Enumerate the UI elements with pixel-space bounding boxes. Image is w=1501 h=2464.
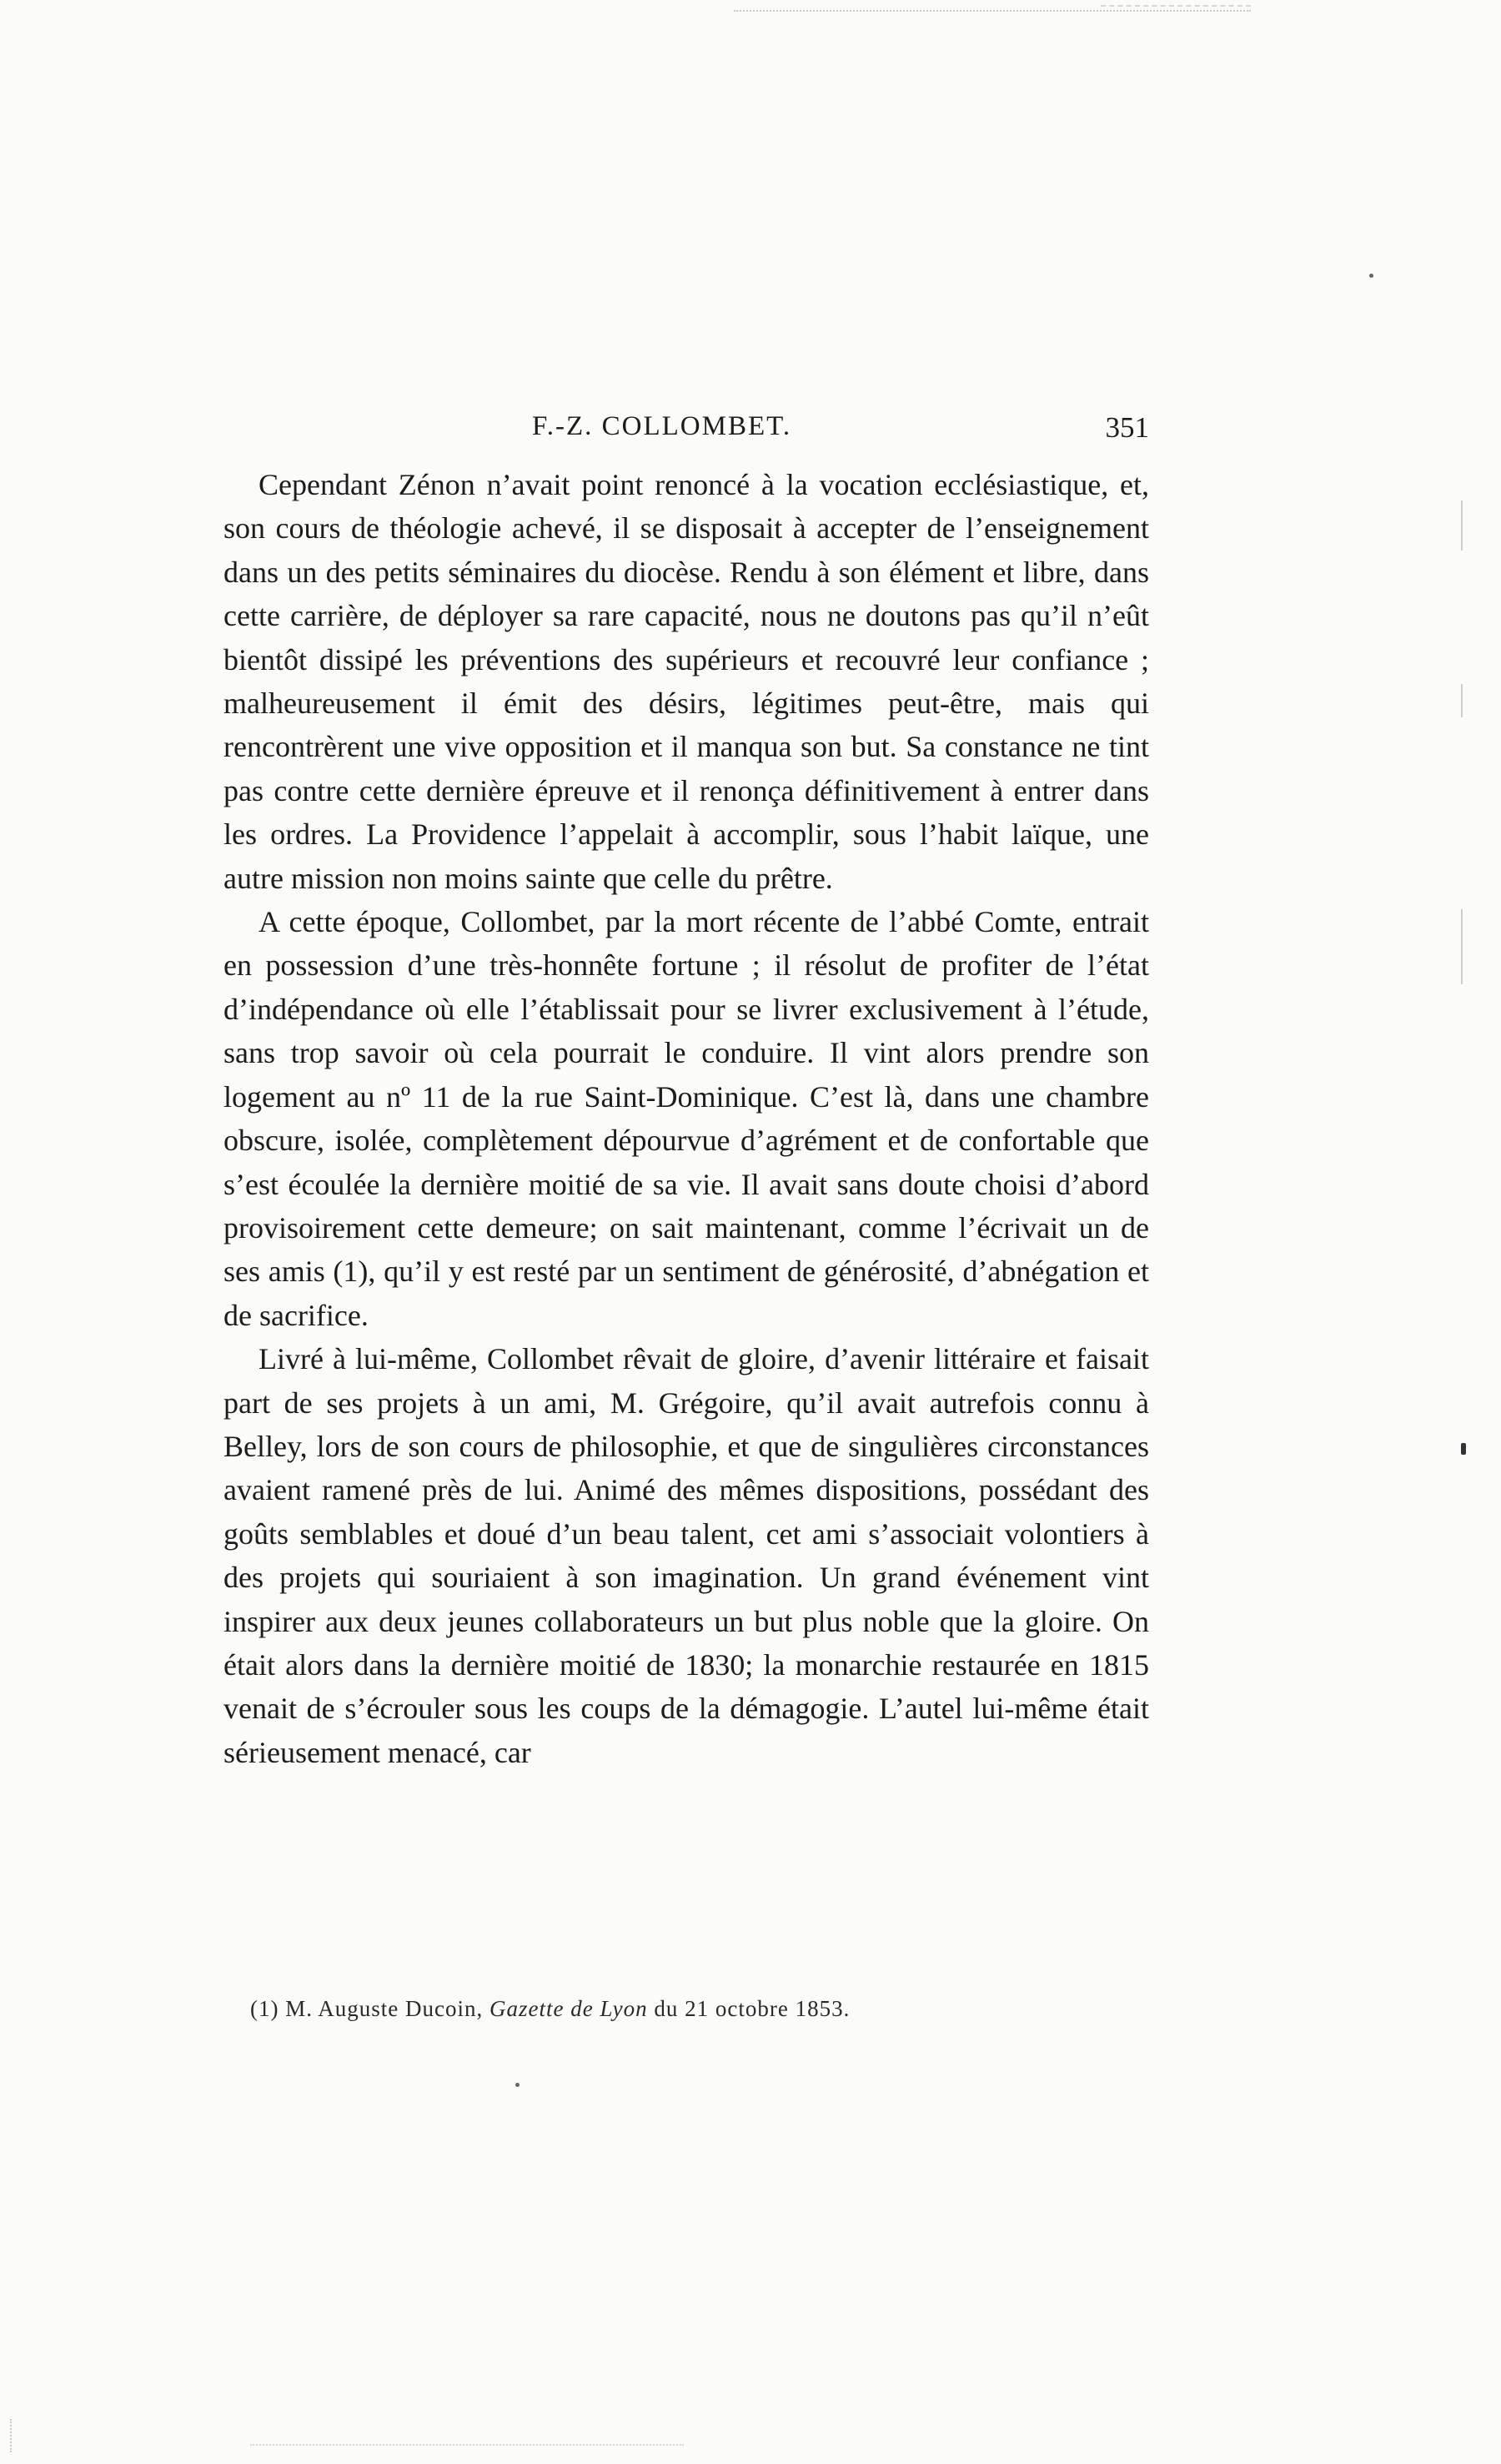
scan-artifact-top-right [1101, 5, 1251, 8]
margin-speck [1461, 684, 1463, 717]
margin-speck [1369, 274, 1373, 278]
footnote-marker: (1) [250, 1996, 279, 2021]
footnote-date: du 21 octobre 1853. [654, 1996, 851, 2021]
margin-mark [1461, 1443, 1466, 1455]
running-head-title: F.-Z. COLLOMBET. [532, 411, 792, 441]
paragraph: Livré à lui-même, Collombet rêvait de gloire, d’avenir littéraire et faisait part de ses projets à un ami, M. Grégoire, qu’il avait autrefois connu à Belley, lors de son cours de philosophie, et que de singulières circonstances avaient ramené près de lui. Animé des mêmes dispositions, possédant des goûts semblables et doué d’un beau talent, cet ami s’associait volontiers à des projets qui souriaient à son imagination. Un grand événement vint inspirer aux deux jeunes collaborateurs un but plus noble que la gloire. On était alors dans la dernière moitié de 1830; la monarchie restaurée en 1815 venait de s’écrouler sous les coups de la démagogie. L’autel lui-même était sérieusement menacé, car [223, 1342, 1149, 1769]
body-text [223, 463, 1149, 1774]
footnote-publication: Gazette de Lyon [489, 1996, 648, 2021]
margin-speck [1461, 909, 1463, 984]
margin-speck [1461, 500, 1463, 551]
paragraph: A cette époque, Collombet, par la mort récente de l’abbé Comte, entrait en possession d’une très-honnête fortune ; il résolut de profiter de l’état d’indépendance où elle l’établissait pour se livrer exclusivement à l’étude, sans trop savoir où cela pourrait le conduire. Il vint alors prendre son logement au nº 11 de la rue Saint-Dominique. C’est là, dans une chambre obscure, isolée, complètement dépourvue d’agrément et de confortable que s’est écoulée la dernière moitié de sa vie. Il avait sans doute choisi d’abord provisoirement cette demeure; on sait maintenant, comme l’écrivait un de ses amis (1), qu’il y est resté par un sentiment de générosité, d’abnégation et de sacrifice. [223, 905, 1149, 1332]
margin-speck [515, 2083, 520, 2087]
footnote-author: M. Auguste Ducoin, [285, 1996, 484, 2021]
running-head [223, 411, 1149, 461]
page-number: 351 [1105, 411, 1149, 444]
footnote [250, 1996, 1142, 2022]
scan-artifact-bottom [250, 2444, 684, 2447]
paragraph: Cependant Zénon n’avait point renoncé à la vocation ecclésiastique, et, son cours de théologie achevé, il se disposait à accepter de l’enseignement dans un des petits séminaires du diocèse. Rendu à son élément et libre, dans cette carrière, de déployer sa rare capacité, nous ne doutons pas qu’il n’eût bientôt dissipé les préventions des supérieurs et recouvré leur confiance ; malheureusement il émit des désirs, légitimes peut-être, mais qui rencontrèrent une vive opposition et il manqua son but. Sa constance ne tint pas contre cette dernière épreuve et il renonça définitivement à entrer dans les ordres. La Providence l’appelait à accomplir, sous l’habit laïque, une autre mission non moins sainte que celle du prêtre. [223, 468, 1149, 895]
scan-artifact-left [10, 2419, 14, 2452]
scan-artifact-top [734, 10, 1251, 14]
